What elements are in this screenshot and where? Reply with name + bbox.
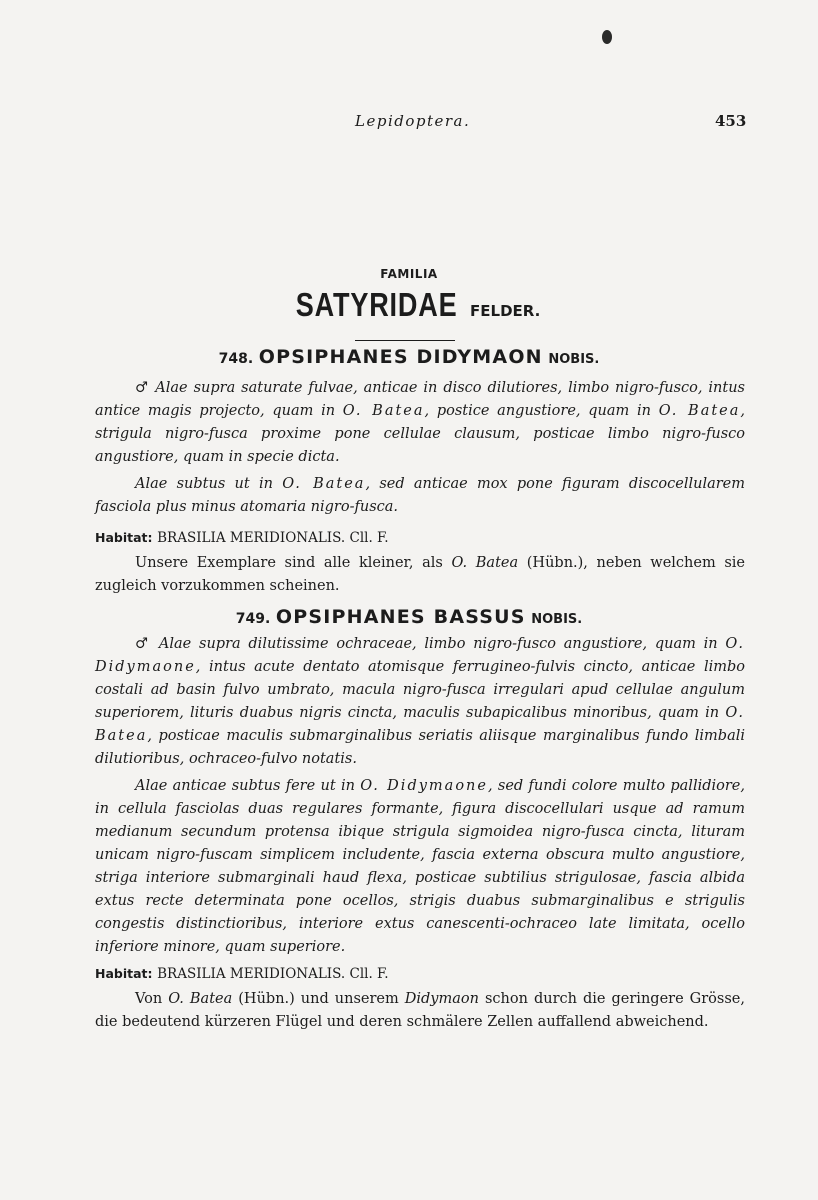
remark-text: Unsere Exemplare sind alle kleiner, als (135, 555, 452, 571)
diagnosis-text: , posticae maculis submarginalibus seriatis aliisque marginalibus fundo limbali dilutioribus, ochraceo-fulvo notatis. (95, 728, 745, 767)
species-748-heading (0, 346, 818, 368)
species-reference: O. Batea (95, 705, 745, 744)
species-749-habitat (95, 962, 745, 986)
remark-text: Von (135, 991, 169, 1007)
species-748-habitat (95, 526, 745, 550)
species-749-diagnosis-under (95, 775, 745, 959)
diagnosis-text: Alae supra dilutissime ochraceae, limbo nigro-fusco angustiore, quam in (158, 636, 726, 652)
habitat-label: Habitat: (95, 530, 153, 545)
habitat-value: BRASILIA MERIDIONALIS. Cll. F. (157, 530, 389, 546)
species-name: OPSIPHANES DIDYMAON (258, 346, 543, 368)
family-heading (0, 286, 818, 324)
diagnosis-text: , sed fundi colore multo pallidiore, in cellula fasciolas duas regulares formante, figura discocellulari usque ad ramum medianum secundum protensa ibique strigula sigmoidea nigro-fusca cincta, lituram unicam nigro-fuscam simplicem includente, fascia externa obscura multo angustiore, striga interiore submarginali haud flexa, posticae subtilius strigulosae, fascia albida extus recte determinata pone ocellos, strigis duabus submarginalibus e strigulis congestis distinctioribus, interiore extus canescenti-ochraceo late limitata, ocello inferiore minore, quam superiore. (95, 778, 745, 955)
habitat-value: BRASILIA MERIDIONALIS. Cll. F. (157, 966, 389, 982)
species-reference: O. Didymaone (360, 778, 488, 794)
remark-text: (Hübn.), neben welchem sie zugleich vorzukommen scheinen. (95, 555, 746, 594)
species-number: 749. (235, 611, 271, 627)
family-author: FELDER. (470, 302, 541, 320)
remark-text: (Hübn.) und unserem (232, 991, 405, 1007)
male-symbol-icon: ♂ (135, 636, 152, 652)
species-749-remark (95, 988, 745, 1034)
species-reference: Didymaon (404, 991, 479, 1007)
habitat-label: Habitat: (95, 966, 153, 981)
diagnosis-text: , sed anticae mox pone figuram discocellularem fasciola plus minus atomaria nigro-fusca. (95, 476, 745, 515)
species-748-diagnosis-upper (95, 377, 745, 469)
species-number: 748. (218, 351, 254, 367)
running-header-title: Lepidoptera. (355, 112, 471, 130)
divider-rule (355, 340, 455, 341)
remark-text: schon durch die geringere Grösse, die bedeutend kürzeren Flügel und deren schmälere Zellen auffallend abweichend. (95, 991, 745, 1030)
diagnosis-text: , strigula nigro-fusca proxime pone cellulae clausum, posticae limbo nigro-fusco angustiore, quam in specie dicta. (95, 403, 746, 465)
diagnosis-text: Alae subtus ut in (135, 476, 283, 492)
species-748-remark (95, 552, 745, 598)
diagnosis-text: , postice angustiore, quam in (424, 403, 659, 419)
species-author: NOBIS. (531, 612, 583, 627)
species-reference: O. Batea (451, 555, 519, 571)
diagnosis-text: Alae anticae subtus fere ut in (135, 778, 361, 794)
family-name: SATYRIDAE (295, 286, 458, 323)
species-reference: O. Batea (282, 476, 366, 492)
species-reference: O. Batea (342, 403, 425, 419)
species-author: NOBIS. (548, 352, 600, 367)
species-749-heading (0, 606, 818, 628)
species-reference: O. Batea (168, 991, 233, 1007)
diagnosis-text: Alae supra saturate fulvae, anticae in disco dilutiores, limbo nigro-fusco, intus antice magis projecto, quam in (95, 380, 746, 419)
familia-label: FAMILIA (380, 267, 438, 281)
ink-spot (602, 30, 612, 44)
male-symbol-icon: ♂ (135, 380, 150, 396)
diagnosis-text: , intus acute dentato atomisque ferrugineo-fulvis cincto, anticae limbo costali ad basin fulvo umbrato, macula nigro-fusca irregulari apud cellulae angulum superiorem, lituris duabus nigris cincta, maculis subapicalibus minoribus, quam in (95, 659, 745, 721)
species-reference: O. Batea (658, 403, 741, 419)
species-748-diagnosis-under (95, 473, 745, 519)
species-749-diagnosis-upper (95, 633, 745, 771)
species-reference: O. Didymaone (95, 636, 746, 675)
species-name: OPSIPHANES BASSUS (275, 606, 526, 628)
page-number: 453 (715, 112, 747, 130)
